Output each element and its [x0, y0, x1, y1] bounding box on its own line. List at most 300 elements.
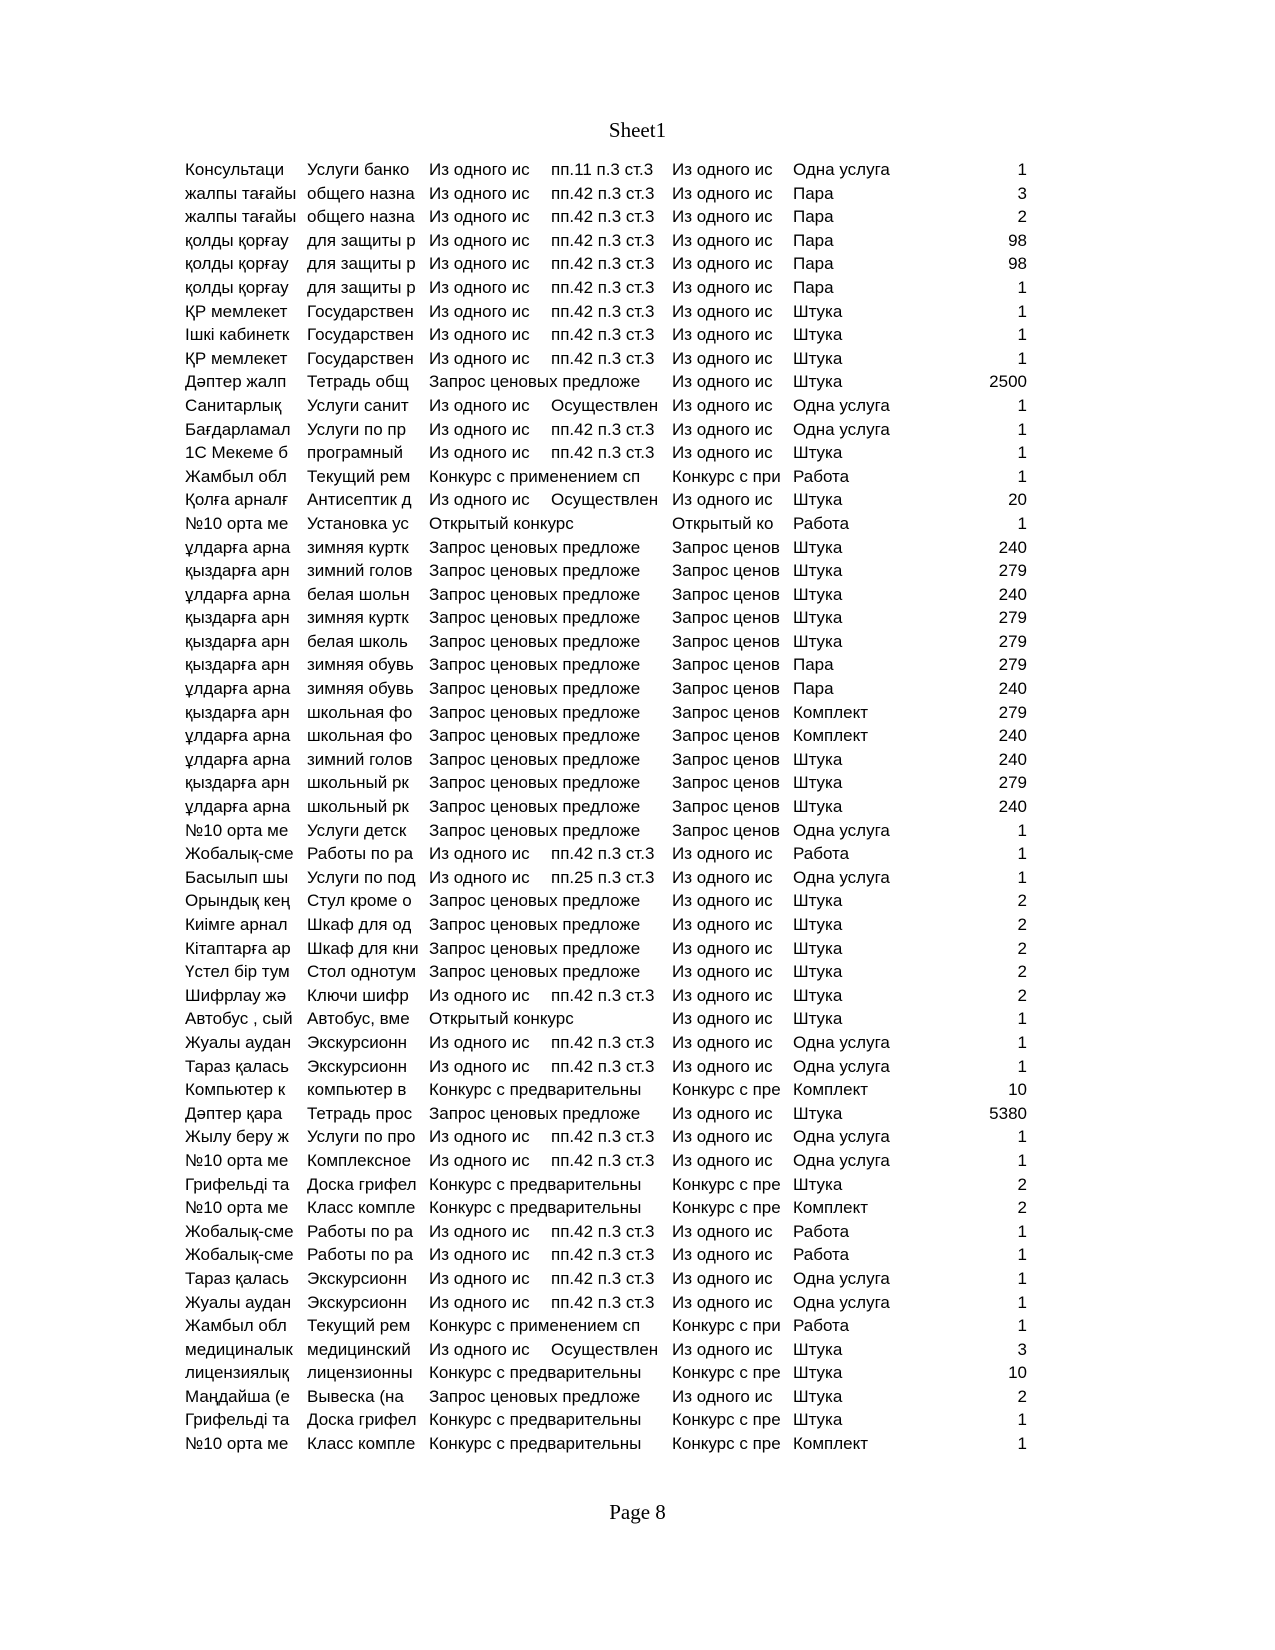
cell-quantity: 240 — [998, 679, 1027, 699]
cell-procurement-method: Из одного ис — [429, 160, 530, 179]
table-row — [185, 1408, 1027, 1432]
table-row — [185, 418, 1027, 442]
cell-legal-basis — [551, 1314, 671, 1338]
cell-quantity: 1 — [1017, 1316, 1027, 1336]
cell-legal-basis — [551, 1173, 671, 1197]
cell-method-detail: Из одного ис — [672, 962, 773, 982]
cell-quantity: 2 — [1017, 915, 1027, 934]
cell-legal-basis — [551, 748, 671, 772]
cell-quantity: 1 — [1017, 277, 1027, 297]
cell-quantity: 1 — [1017, 348, 1027, 368]
cell-quantity: 1 — [1017, 1268, 1027, 1288]
table-row — [185, 347, 1027, 371]
cell-name-ru: Работы по ра — [307, 1245, 414, 1265]
cell-method-detail: Конкурс с пре — [672, 1198, 781, 1218]
cell-method-detail: Из одного ис — [672, 1386, 773, 1406]
cell-procurement-method: Запрос ценовых предложе — [429, 655, 641, 675]
cell-name-ru: Ключи шифр — [307, 985, 409, 1005]
cell-legal-basis — [551, 630, 671, 654]
cell-procurement-method: Из одного ис — [429, 419, 530, 439]
cell-name-kz: Автобус , сый — [185, 1009, 293, 1029]
cell-name-ru: Услуги по под — [307, 867, 416, 887]
cell-name-ru: Государствен — [307, 301, 414, 321]
cell-quantity: 1 — [1017, 1410, 1027, 1430]
cell-procurement-method: Из одного ис — [429, 1150, 530, 1170]
cell-procurement-method: Запрос ценовых предложе — [429, 726, 641, 746]
cell-unit: Одна услуга — [793, 1032, 890, 1052]
cell-name-kz: Санитарлық — [185, 395, 282, 415]
table-row — [185, 960, 1027, 984]
cell-legal-basis — [551, 937, 671, 961]
cell-unit: Одна услуга — [793, 160, 890, 179]
cell-name-ru: Экскурсионн — [307, 1268, 407, 1288]
cell-method-detail: Запрос ценов — [672, 702, 780, 722]
cell-unit: Штука — [793, 537, 843, 557]
cell-legal-basis: Осуществлен — [551, 490, 659, 510]
cell-legal-basis: пп.42 п.3 ст.3 — [551, 1245, 655, 1265]
table-row — [185, 1055, 1027, 1079]
cell-name-kz: №10 орта ме — [185, 1434, 289, 1454]
cell-name-ru: общего назна — [307, 183, 415, 203]
cell-name-kz: Жамбыл обл — [185, 1316, 287, 1336]
cell-method-detail: Из одного ис — [672, 183, 773, 203]
cell-procurement-method: Из одного ис — [429, 183, 530, 203]
cell-name-kz: ұлдарға арна — [185, 537, 291, 557]
table-row — [185, 913, 1027, 937]
cell-unit: Штука — [793, 749, 843, 769]
cell-procurement-method: Из одного ис — [429, 325, 530, 345]
cell-method-detail: Конкурс с пре — [672, 1174, 781, 1194]
cell-legal-basis — [551, 512, 671, 536]
cell-legal-basis: пп.42 п.3 ст.3 — [551, 1127, 655, 1147]
cell-name-ru: Стул кроме о — [307, 891, 412, 911]
cell-name-ru: Стол однотум — [307, 962, 417, 982]
cell-unit: Работа — [793, 1316, 850, 1336]
cell-procurement-method: Из одного ис — [429, 985, 530, 1005]
cell-procurement-method: Из одного ис — [429, 1056, 530, 1076]
cell-name-kz: №10 орта ме — [185, 513, 289, 533]
cell-method-detail: Из одного ис — [672, 1056, 773, 1076]
cell-name-ru: Экскурсионн — [307, 1032, 407, 1052]
table-row — [185, 1338, 1027, 1362]
cell-name-ru: Работы по ра — [307, 1221, 414, 1241]
cell-procurement-method: Из одного ис — [429, 254, 530, 274]
cell-unit: Пара — [793, 183, 834, 203]
cell-procurement-method: Конкурс с предварительны — [429, 1174, 642, 1194]
cell-name-kz: Жылу беру ж — [185, 1127, 289, 1147]
table-row — [185, 323, 1027, 347]
cell-procurement-method: Запрос ценовых предложе — [429, 749, 641, 769]
cell-name-kz: Жуалы аудан — [185, 1032, 292, 1052]
cell-quantity: 1 — [1017, 1056, 1027, 1076]
cell-legal-basis: Осуществлен — [551, 1339, 659, 1359]
cell-procurement-method: Из одного ис — [429, 348, 530, 368]
cell-method-detail: Конкурс с пре — [672, 1363, 781, 1383]
cell-legal-basis — [551, 559, 671, 583]
cell-quantity: 2 — [1017, 985, 1027, 1005]
table-row — [185, 370, 1027, 394]
cell-method-detail: Конкурс с при — [672, 466, 781, 486]
cell-unit: Штука — [793, 773, 843, 793]
cell-unit: Пара — [793, 679, 834, 699]
cell-legal-basis — [551, 819, 671, 843]
cell-legal-basis: пп.42 п.3 ст.3 — [551, 985, 655, 1005]
cell-procurement-method: Из одного ис — [429, 867, 530, 887]
cell-name-kz: қыздарға арн — [185, 702, 290, 722]
table-row — [185, 701, 1027, 725]
cell-legal-basis: пп.42 п.3 ст.3 — [551, 844, 655, 864]
cell-name-ru: зимний голов — [307, 561, 413, 581]
cell-quantity: 279 — [998, 773, 1027, 793]
cell-unit: Пара — [793, 254, 834, 274]
cell-quantity: 10 — [1008, 1363, 1027, 1383]
cell-method-detail: Запрос ценов — [672, 749, 780, 769]
cell-name-ru: Вывеска (на — [307, 1386, 404, 1406]
cell-unit: Штука — [793, 1339, 843, 1359]
cell-legal-basis: пп.25 п.3 ст.3 — [551, 867, 655, 887]
cell-unit: Штука — [793, 891, 843, 911]
cell-procurement-method: Из одного ис — [429, 1339, 530, 1359]
cell-method-detail: Конкурс с при — [672, 1316, 781, 1336]
cell-method-detail: Запрос ценов — [672, 608, 780, 628]
cell-quantity: 1 — [1017, 1032, 1027, 1052]
table-row — [185, 394, 1027, 418]
cell-unit: Одна услуга — [793, 1150, 890, 1170]
cell-quantity: 279 — [998, 561, 1027, 581]
cell-method-detail: Запрос ценов — [672, 561, 780, 581]
cell-method-detail: Запрос ценов — [672, 584, 780, 604]
cell-legal-basis: Осуществлен — [551, 395, 659, 415]
cell-name-kz: жалпы тағайы — [185, 183, 297, 203]
cell-unit: Одна услуга — [793, 395, 890, 415]
cell-legal-basis: пп.42 п.3 ст.3 — [551, 1056, 655, 1076]
table-row — [185, 842, 1027, 866]
cell-name-ru: Экскурсионн — [307, 1292, 407, 1312]
cell-quantity: 1 — [1017, 325, 1027, 345]
cell-legal-basis — [551, 771, 671, 795]
cell-procurement-method: Из одного ис — [429, 844, 530, 864]
cell-name-ru: для защиты р — [307, 230, 416, 250]
cell-name-kz: қыздарға арн — [185, 561, 290, 581]
cell-method-detail: Из одного ис — [672, 1292, 773, 1312]
cell-unit: Штука — [793, 1410, 843, 1430]
cell-method-detail: Из одного ис — [672, 419, 773, 439]
cell-unit: Штука — [793, 1174, 843, 1194]
table-row — [185, 606, 1027, 630]
cell-method-detail: Запрос ценов — [672, 773, 780, 793]
cell-method-detail: Из одного ис — [672, 1245, 773, 1265]
cell-method-detail: Запрос ценов — [672, 537, 780, 557]
cell-quantity: 1 — [1017, 466, 1027, 486]
cell-name-kz: қыздарға арн — [185, 631, 290, 651]
cell-procurement-method: Конкурс с предварительны — [429, 1198, 642, 1218]
cell-quantity: 1 — [1017, 160, 1027, 179]
cell-name-kz: №10 орта ме — [185, 1198, 289, 1218]
cell-quantity: 1 — [1017, 844, 1027, 864]
table-row — [185, 536, 1027, 560]
cell-method-detail: Из одного ис — [672, 207, 773, 227]
cell-legal-basis — [551, 677, 671, 701]
sheet-title: Sheet1 — [608, 118, 667, 142]
cell-unit: Штука — [793, 443, 843, 463]
table-row — [185, 1031, 1027, 1055]
cell-quantity: 98 — [1008, 230, 1027, 250]
table-row — [185, 252, 1027, 276]
cell-quantity: 2 — [1017, 1198, 1027, 1218]
cell-name-ru: школьный рк — [307, 773, 409, 793]
cell-procurement-method: Из одного ис — [429, 207, 530, 227]
cell-quantity: 1 — [1017, 301, 1027, 321]
cell-legal-basis — [551, 913, 671, 937]
cell-unit: Комплект — [793, 1080, 869, 1100]
cell-name-ru: школьный рк — [307, 797, 409, 817]
table-row — [185, 512, 1027, 536]
cell-procurement-method: Конкурс с применением сп — [429, 466, 641, 486]
cell-quantity: 2500 — [989, 372, 1027, 392]
cell-method-detail: Запрос ценов — [672, 820, 780, 840]
cell-procurement-method: Запрос ценовых предложе — [429, 1386, 641, 1406]
cell-legal-basis: пп.11 п.3 ст.3 — [551, 160, 654, 179]
cell-quantity: 5380 — [989, 1103, 1027, 1123]
cell-method-detail: Конкурс с пре — [672, 1434, 781, 1454]
cell-name-kz: ұлдарға арна — [185, 749, 291, 769]
cell-name-kz: Жобалық-сме — [185, 1245, 294, 1265]
cell-quantity: 1 — [1017, 1150, 1027, 1170]
cell-method-detail: Из одного ис — [672, 938, 773, 958]
cell-name-ru: зимняя обувь — [307, 679, 414, 699]
table-row — [185, 889, 1027, 913]
cell-procurement-method: Запрос ценовых предложе — [429, 820, 641, 840]
cell-method-detail: Из одного ис — [672, 443, 773, 463]
cell-name-ru: лицензионны — [307, 1363, 413, 1383]
cell-legal-basis — [551, 795, 671, 819]
cell-legal-basis: пп.42 п.3 ст.3 — [551, 277, 655, 297]
table-row — [185, 583, 1027, 607]
cell-name-kz: Жобалық-сме — [185, 1221, 294, 1241]
cell-name-ru: школьная фо — [307, 726, 413, 746]
cell-name-kz: Дәптер жалп — [185, 372, 287, 392]
cell-name-kz: Орындық кең — [185, 891, 291, 911]
cell-unit: Комплект — [793, 1434, 869, 1454]
cell-name-ru: Класс компле — [307, 1198, 416, 1218]
table-row — [185, 205, 1027, 229]
cell-quantity: 98 — [1008, 254, 1027, 274]
cell-legal-basis — [551, 701, 671, 725]
cell-procurement-method: Конкурс с применением сп — [429, 1316, 641, 1336]
cell-method-detail: Из одного ис — [672, 844, 773, 864]
table-row — [185, 1149, 1027, 1173]
cell-quantity: 20 — [1008, 490, 1027, 510]
cell-unit: Одна услуга — [793, 867, 890, 887]
cell-name-kz: қолды қорғау — [185, 254, 289, 274]
cell-method-detail: Запрос ценов — [672, 655, 780, 675]
cell-name-kz: ҚР мемлекет — [185, 348, 288, 368]
cell-unit: Работа — [793, 1221, 850, 1241]
cell-method-detail: Из одного ис — [672, 372, 773, 392]
cell-procurement-method: Запрос ценовых предложе — [429, 891, 641, 911]
cell-unit: Штука — [793, 962, 843, 982]
cell-quantity: 2 — [1017, 1386, 1027, 1406]
cell-quantity: 2 — [1017, 962, 1027, 982]
table-row — [185, 559, 1027, 583]
cell-quantity: 1 — [1017, 867, 1027, 887]
cell-method-detail: Из одного ис — [672, 1150, 773, 1170]
cell-name-kz: қыздарға арн — [185, 773, 290, 793]
table-row — [185, 795, 1027, 819]
cell-unit: Штука — [793, 631, 843, 651]
cell-method-detail: Из одного ис — [672, 1103, 773, 1123]
cell-legal-basis — [551, 1102, 671, 1126]
cell-procurement-method: Конкурс с предварительны — [429, 1410, 642, 1430]
cell-procurement-method: Запрос ценовых предложе — [429, 1103, 641, 1123]
cell-name-ru: Доска грифел — [307, 1410, 417, 1430]
cell-legal-basis — [551, 889, 671, 913]
cell-unit: Штука — [793, 348, 843, 368]
cell-name-kz: ұлдарға арна — [185, 726, 291, 746]
cell-quantity: 3 — [1017, 1339, 1027, 1359]
table-row — [185, 630, 1027, 654]
cell-name-kz: Жобалық-сме — [185, 844, 294, 864]
cell-quantity: 2 — [1017, 891, 1027, 911]
cell-name-ru: зимняя куртк — [307, 608, 409, 628]
cell-procurement-method: Запрос ценовых предложе — [429, 608, 641, 628]
table-row — [185, 984, 1027, 1008]
cell-unit: Штука — [793, 301, 843, 321]
cell-name-ru: Государствен — [307, 348, 414, 368]
cell-legal-basis: пп.42 п.3 ст.3 — [551, 254, 655, 274]
cell-procurement-method: Запрос ценовых предложе — [429, 561, 641, 581]
cell-procurement-method: Из одного ис — [429, 1032, 530, 1052]
cell-unit: Одна услуга — [793, 1268, 890, 1288]
cell-name-kz: 1С Мекеме б — [185, 443, 288, 463]
cell-name-kz: Дәптер қара — [185, 1103, 283, 1123]
cell-method-detail: Запрос ценов — [672, 797, 780, 817]
table-row — [185, 1314, 1027, 1338]
cell-name-kz: Жуалы аудан — [185, 1292, 292, 1312]
cell-name-ru: Тетрадь прос — [307, 1103, 413, 1123]
cell-unit: Штука — [793, 1386, 843, 1406]
cell-name-kz: Компьютер к — [185, 1080, 286, 1100]
cell-procurement-method: Конкурс с предварительны — [429, 1434, 642, 1454]
cell-unit: Штука — [793, 1363, 843, 1383]
cell-name-kz: ұлдарға арна — [185, 584, 291, 604]
table-row — [185, 1078, 1027, 1102]
cell-name-kz: ұлдарға арна — [185, 797, 291, 817]
cell-quantity: 240 — [998, 726, 1027, 746]
cell-legal-basis — [551, 606, 671, 630]
cell-name-kz: қолды қорғау — [185, 277, 289, 297]
cell-name-kz: Бағдарламал — [185, 419, 291, 439]
table-row — [185, 276, 1027, 300]
cell-legal-basis — [551, 1196, 671, 1220]
cell-unit: Штука — [793, 1103, 843, 1123]
cell-unit: Штука — [793, 372, 843, 392]
cell-legal-basis — [551, 1432, 671, 1456]
cell-procurement-method: Конкурс с предварительны — [429, 1363, 642, 1383]
cell-unit: Комплект — [793, 702, 869, 722]
cell-quantity: 1 — [1017, 419, 1027, 439]
cell-name-kz: қыздарға арн — [185, 608, 290, 628]
cell-name-ru: Услуги по пр — [307, 419, 407, 439]
cell-procurement-method: Запрос ценовых предложе — [429, 537, 641, 557]
cell-quantity: 279 — [998, 655, 1027, 675]
cell-name-ru: Услуги банко — [307, 160, 410, 179]
cell-procurement-method: Из одного ис — [429, 1268, 530, 1288]
cell-name-kz: Жамбыл обл — [185, 466, 287, 486]
cell-quantity: 2 — [1017, 1174, 1027, 1194]
data-table — [185, 158, 1027, 1456]
cell-unit: Штука — [793, 1009, 843, 1029]
table-row — [185, 1125, 1027, 1149]
cell-name-ru: компьютер в — [307, 1080, 407, 1100]
cell-name-kz: ҚР мемлекет — [185, 301, 288, 321]
table-row — [185, 300, 1027, 324]
cell-method-detail: Из одного ис — [672, 1339, 773, 1359]
cell-method-detail: Запрос ценов — [672, 679, 780, 699]
cell-procurement-method: Запрос ценовых предложе — [429, 702, 641, 722]
cell-legal-basis: пп.42 п.3 ст.3 — [551, 419, 655, 439]
table-row — [185, 1361, 1027, 1385]
cell-legal-basis: пп.42 п.3 ст.3 — [551, 1150, 655, 1170]
cell-procurement-method: Из одного ис — [429, 1127, 530, 1147]
cell-procurement-method: Из одного ис — [429, 277, 530, 297]
cell-unit: Работа — [793, 1245, 850, 1265]
table-row — [185, 1385, 1027, 1409]
cell-name-ru: Шкаф для од — [307, 915, 412, 934]
cell-legal-basis — [551, 370, 671, 394]
cell-name-kz: Үстел бір тум — [185, 962, 290, 982]
cell-method-detail: Из одного ис — [672, 348, 773, 368]
cell-method-detail: Запрос ценов — [672, 631, 780, 651]
table-row — [185, 1243, 1027, 1267]
cell-legal-basis — [551, 1385, 671, 1409]
cell-legal-basis — [551, 653, 671, 677]
cell-legal-basis — [551, 1007, 671, 1031]
cell-unit: Одна услуга — [793, 1056, 890, 1076]
cell-unit: Штука — [793, 325, 843, 345]
cell-legal-basis: пп.42 п.3 ст.3 — [551, 183, 655, 203]
cell-name-kz: Басылып шы — [185, 867, 289, 887]
cell-legal-basis: пп.42 п.3 ст.3 — [551, 1221, 655, 1241]
cell-name-kz: Ішкі кабинетк — [185, 325, 290, 345]
cell-legal-basis: пп.42 п.3 ст.3 — [551, 1268, 655, 1288]
cell-legal-basis: пп.42 п.3 ст.3 — [551, 207, 655, 227]
table-row — [185, 677, 1027, 701]
table-row — [185, 1007, 1027, 1031]
cell-name-kz: медициналык — [185, 1339, 293, 1359]
cell-method-detail: Из одного ис — [672, 915, 773, 934]
cell-legal-basis — [551, 960, 671, 984]
cell-unit: Комплект — [793, 726, 869, 746]
table-row — [185, 488, 1027, 512]
cell-procurement-method: Запрос ценовых предложе — [429, 773, 641, 793]
table-row — [185, 724, 1027, 748]
cell-method-detail: Из одного ис — [672, 395, 773, 415]
cell-name-ru: Экскурсионн — [307, 1056, 407, 1076]
cell-name-ru: Доска грифел — [307, 1174, 417, 1194]
cell-procurement-method: Запрос ценовых предложе — [429, 631, 641, 651]
cell-procurement-method: Из одного ис — [429, 301, 530, 321]
cell-method-detail: Из одного ис — [672, 325, 773, 345]
cell-legal-basis: пп.42 п.3 ст.3 — [551, 1032, 655, 1052]
cell-name-ru: белая шольн — [307, 584, 410, 604]
cell-quantity: 279 — [998, 608, 1027, 628]
cell-name-kz: №10 орта ме — [185, 1150, 289, 1170]
cell-legal-basis — [551, 1078, 671, 1102]
cell-name-ru: медицинский — [307, 1339, 411, 1359]
table-row — [185, 1220, 1027, 1244]
cell-legal-basis: пп.42 п.3 ст.3 — [551, 1292, 655, 1312]
